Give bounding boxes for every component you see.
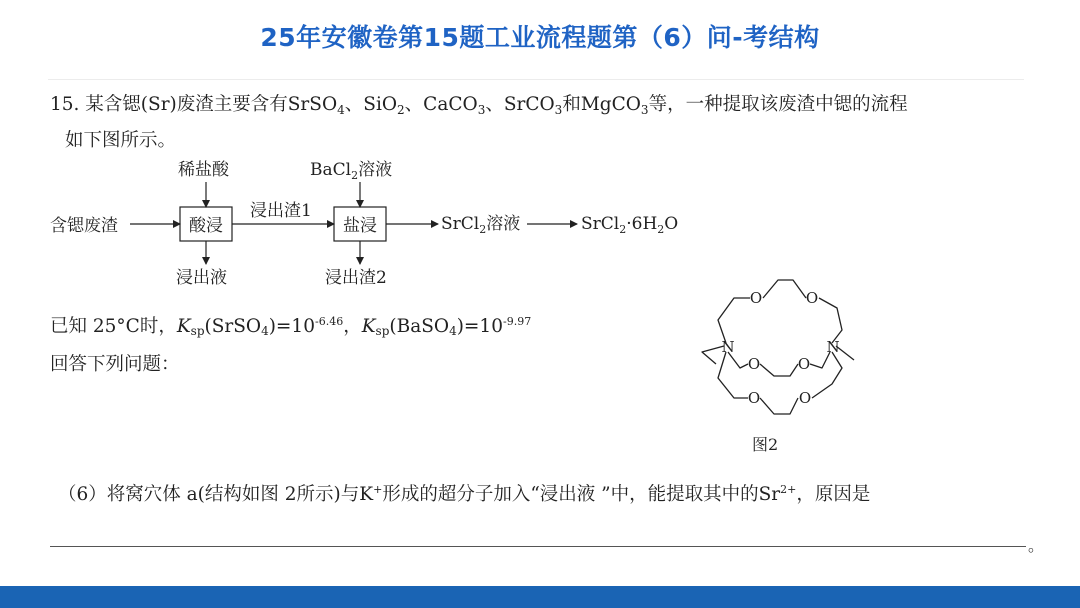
flow-reagent-1: 稀盐酸 — [178, 160, 229, 180]
flow-output-1: 浸出液 — [176, 268, 227, 288]
molecule-o-1: O — [749, 289, 763, 307]
molecule-n-left: N — [721, 338, 735, 356]
footer-bar — [0, 586, 1080, 608]
molecule-o-5: O — [747, 389, 761, 407]
page-title: 25年安徽卷第15题工业流程题第（6）问-考结构 — [260, 23, 820, 52]
question-line-2: 如下图所示。 — [65, 130, 177, 151]
molecule-o-2: O — [805, 289, 819, 307]
molecule-o-3: O — [747, 355, 761, 373]
answer-end-mark: 。 — [1028, 536, 1045, 555]
flow-box-salt-leach — [334, 207, 386, 241]
subquestion-6: （6）将窝穴体 a(结构如图 2所示)与K+形成的超分子加入“浸出液 ”中，能提取其中的$Sr^{2+}$，原因是 — [58, 483, 871, 505]
figure-caption: 图2 — [752, 435, 779, 454]
title-divider — [48, 79, 1024, 80]
question-line-1: 15. 某含锶(Sr)废渣主要含有SrSO$_4$、SiO$_2$、CaCO$_3$、SrCO$_3$和MgCO$_3$等，一种提取该废渣中锶的流程 — [50, 94, 908, 117]
flow-reagent-2: BaCl$_2$溶液 — [310, 160, 393, 182]
answer-prompt: 回答下列问题： — [50, 354, 180, 375]
flow-product-2: $SrCl_2\cdot 6H_2O$ — [581, 214, 679, 236]
molecule-n-right: N — [826, 338, 840, 356]
molecule-o-6: O — [798, 389, 812, 407]
answer-blank-line — [50, 546, 1026, 547]
molecule-o-4: O — [797, 355, 811, 373]
flow-box-salt-leach-label: 盐浸 — [343, 216, 377, 236]
flow-box-acid-leach-label: 酸浸 — [189, 216, 223, 236]
flow-product-1: SrCl$_2$溶液 — [441, 214, 521, 236]
flow-box-acid-leach — [180, 207, 232, 241]
flow-start-label: 含锶废渣 — [50, 216, 118, 236]
known-conditions: 已知 25°C时，$Ksp(SrSO4)=10^{-6.46}$，$Ksp(BaSO4)=10^{-9.97}$ — [50, 315, 532, 338]
flow-output-2: 浸出渣2 — [325, 268, 387, 288]
cryptand-structure-figure — [690, 268, 860, 458]
flow-mid-label: 浸出渣1 — [250, 201, 312, 221]
